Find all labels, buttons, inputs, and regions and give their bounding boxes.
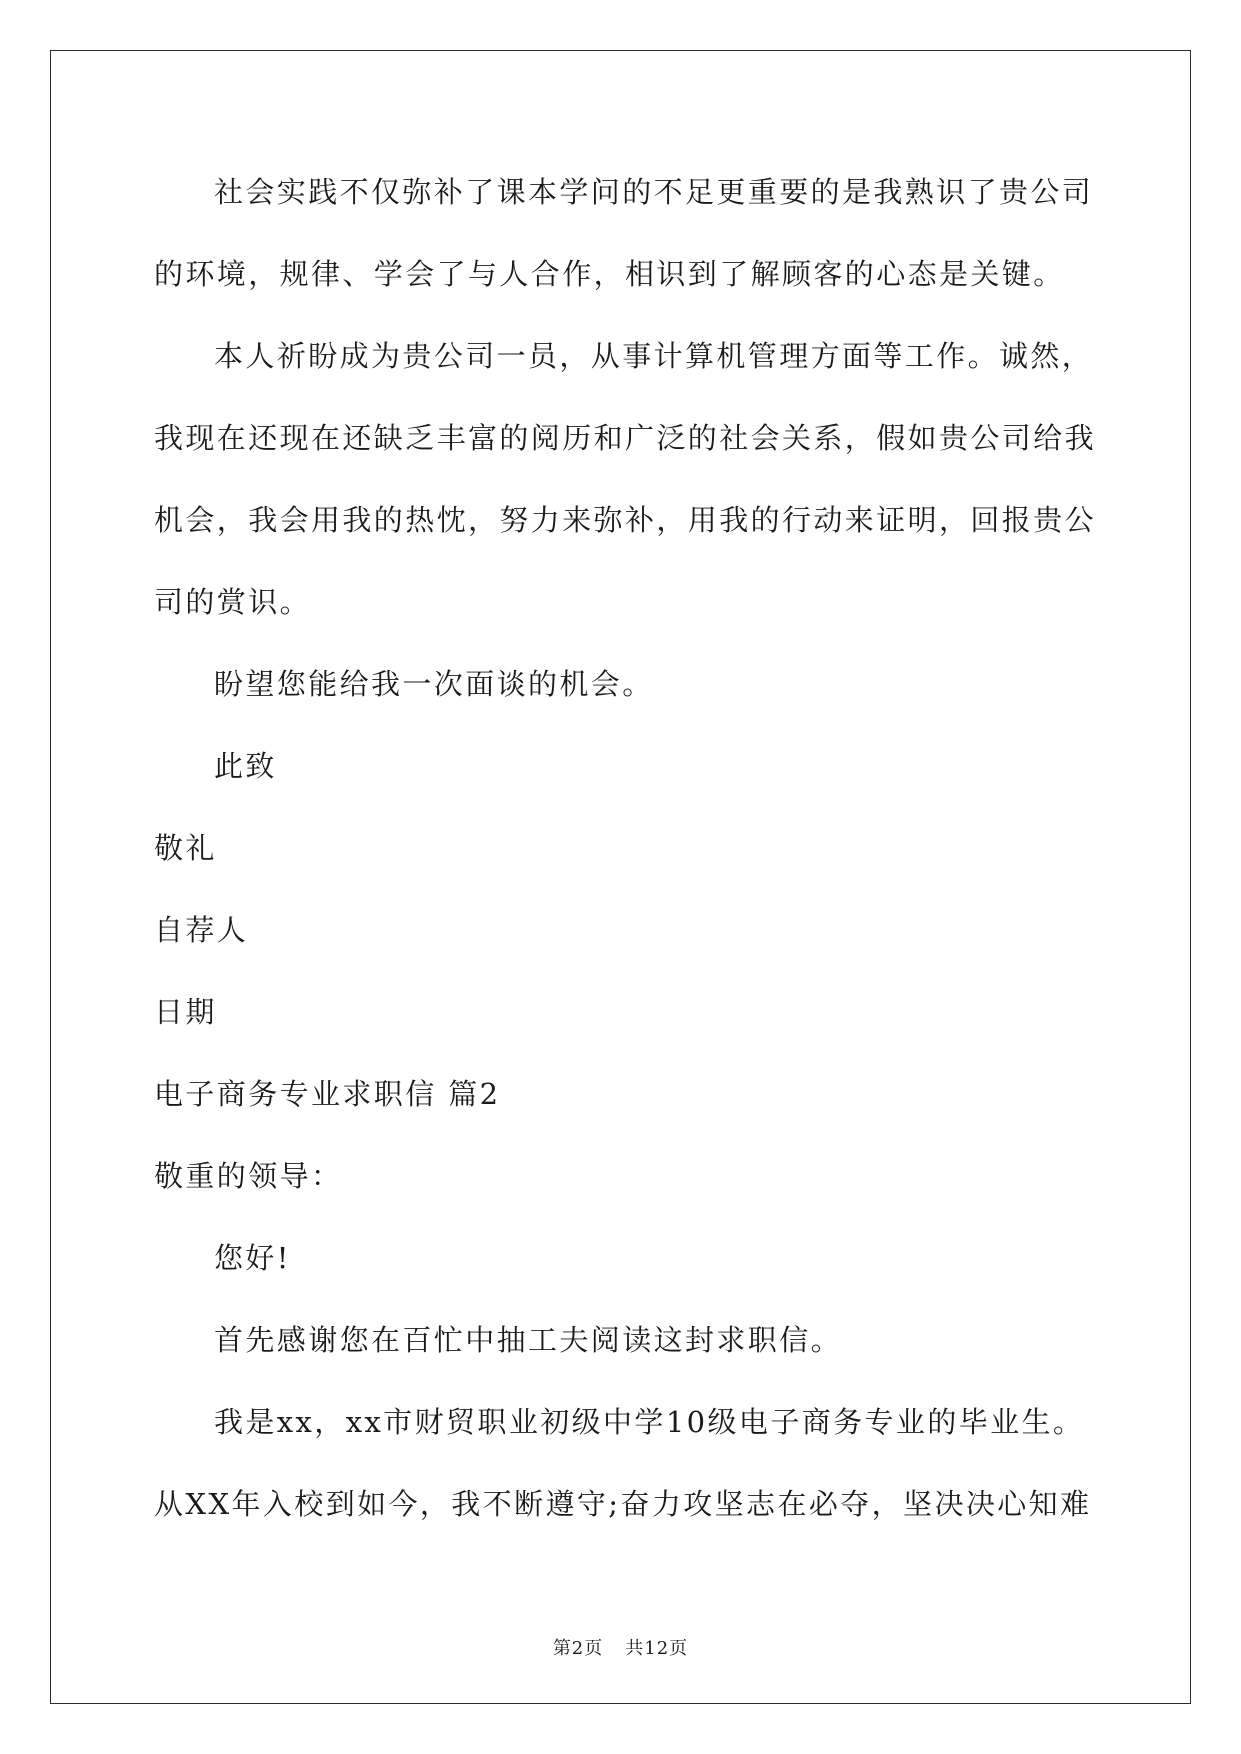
- page-border: [50, 50, 1191, 1704]
- body-line-6: 司的赏识。: [154, 585, 312, 619]
- page-total: 共12页: [625, 1638, 689, 1659]
- page-number: 第2页: [552, 1638, 604, 1659]
- closing-salutation: 此致: [214, 749, 277, 783]
- body-line-16: 我是xx，xx市财贸职业初级中学10级电子商务专业的毕业生。: [214, 1405, 1085, 1439]
- body-line-7: 盼望您能给我一次面谈的机会。: [214, 667, 654, 701]
- body-line-5: 机会，我会用我的热忱，努力来弥补，用我的行动来证明，回报贵公: [154, 503, 1097, 537]
- body-line-2: 的环境，规律、学会了与人合作，相识到了解顾客的心态是关键。: [154, 257, 1065, 291]
- closing-regards: 敬礼: [154, 831, 217, 865]
- body-line-15: 首先感谢您在百忙中抽工夫阅读这封求职信。: [214, 1323, 843, 1357]
- greeting: 敬重的领导：: [154, 1159, 343, 1193]
- signature-label: 自荐人: [154, 913, 249, 947]
- page-footer: [0, 1634, 1241, 1660]
- date-label: 日期: [154, 995, 217, 1029]
- body-line-1: 社会实践不仅弥补了课本学问的不足更重要的是我熟识了贵公司: [214, 175, 1094, 209]
- body-line-4: 我现在还现在还缺乏丰富的阅历和广泛的社会关系，假如贵公司给我: [154, 421, 1097, 455]
- hello-line: 您好!: [214, 1241, 291, 1275]
- body-line-3: 本人祈盼成为贵公司一员，从事计算机管理方面等工作。诚然，: [214, 339, 1094, 373]
- body-line-17: 从XX年入校到如今，我不断遵守;奋力攻坚志在必夺，坚决决心知难: [154, 1487, 1092, 1521]
- section-heading: 电子商务专业求职信 篇2: [154, 1077, 501, 1111]
